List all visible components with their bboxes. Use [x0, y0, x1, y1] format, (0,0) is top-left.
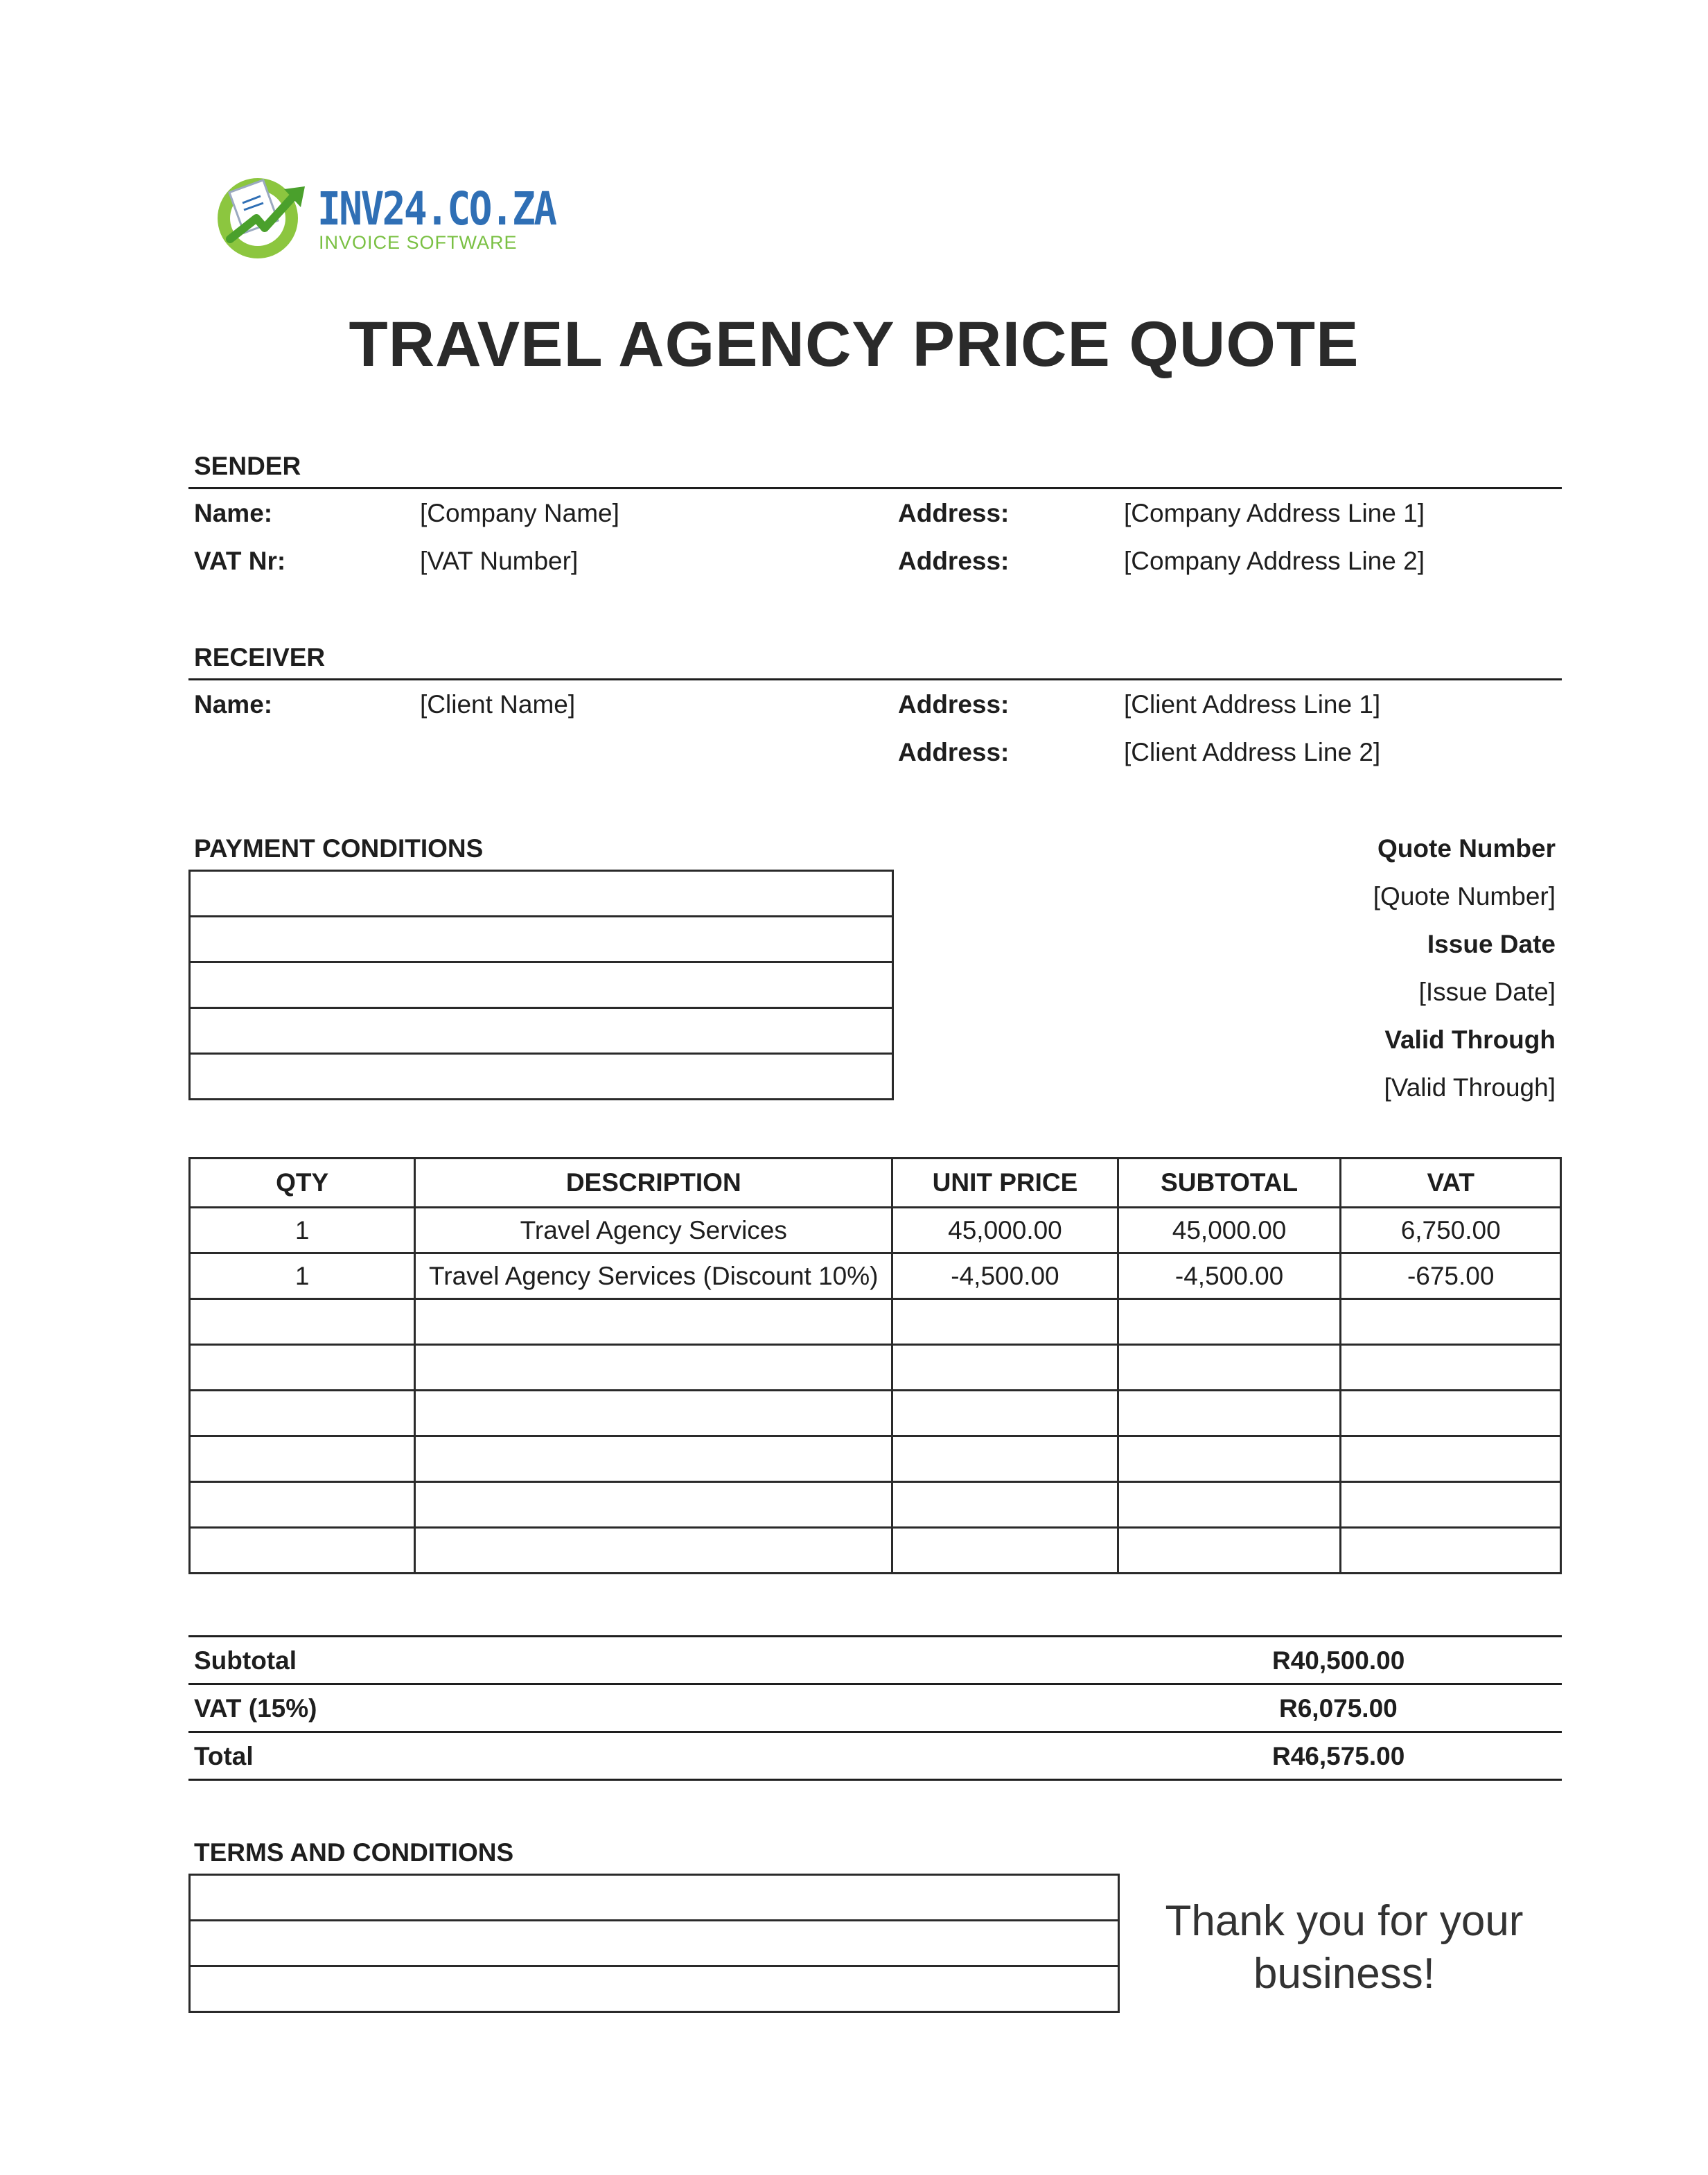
- header-description: DESCRIPTION: [415, 1159, 892, 1208]
- table-header-row: [190, 1159, 1561, 1208]
- cell-vat[interactable]: -675.00: [1341, 1253, 1561, 1299]
- table-row: [190, 1253, 1561, 1299]
- issue-date-label: Issue Date: [1427, 930, 1556, 958]
- table-row: [190, 1345, 1561, 1391]
- receiver-address2-value: [Client Address Line 2]: [1124, 738, 1381, 766]
- logo-tagline: INVOICE SOFTWARE: [319, 232, 518, 253]
- cell-vat[interactable]: [1341, 1482, 1561, 1528]
- totals-top-divider: [188, 1635, 1562, 1637]
- subtotal-label: Subtotal: [194, 1646, 297, 1675]
- logo-name: INV24.CO.ZA: [317, 182, 556, 236]
- cell-vat[interactable]: [1341, 1345, 1561, 1391]
- cell-description[interactable]: [415, 1345, 892, 1391]
- cell-unit-price[interactable]: [892, 1436, 1118, 1482]
- sender-vat-value: [VAT Number]: [420, 547, 579, 575]
- sender-vat-label: VAT Nr:: [194, 547, 286, 575]
- cell-subtotal[interactable]: [1118, 1345, 1341, 1391]
- cell-qty[interactable]: 1: [190, 1208, 415, 1253]
- cell-subtotal[interactable]: [1118, 1436, 1341, 1482]
- header-qty: QTY: [190, 1159, 415, 1208]
- header-vat: VAT: [1341, 1159, 1561, 1208]
- terms-conditions-table: [188, 1874, 1120, 2013]
- cell-unit-price[interactable]: [892, 1345, 1118, 1391]
- receiver-divider: [188, 678, 1562, 680]
- table-row: [190, 1482, 1561, 1528]
- vat-value: R6,075.00: [1279, 1694, 1398, 1723]
- cell-vat[interactable]: [1341, 1391, 1561, 1436]
- growth-arrow-icon: [215, 170, 312, 260]
- cell-description[interactable]: Travel Agency Services: [415, 1208, 892, 1253]
- payment-heading: PAYMENT CONDITIONS: [194, 834, 484, 863]
- sender-address1-value: [Company Address Line 1]: [1124, 499, 1425, 527]
- table-row: [190, 1436, 1561, 1482]
- table-row: [190, 1391, 1561, 1436]
- sender-name-label: Name:: [194, 499, 273, 527]
- cell-subtotal[interactable]: -4,500.00: [1118, 1253, 1341, 1299]
- totals-divider: [188, 1731, 1562, 1733]
- cell-unit-price[interactable]: 45,000.00: [892, 1208, 1118, 1253]
- quote-number-label: Quote Number: [1377, 834, 1556, 863]
- cell-qty[interactable]: [190, 1391, 415, 1436]
- receiver-address1-label: Address:: [898, 690, 1010, 719]
- cell-subtotal[interactable]: 45,000.00: [1118, 1208, 1341, 1253]
- sender-address2-label: Address:: [898, 547, 1010, 575]
- cell-qty[interactable]: [190, 1345, 415, 1391]
- total-label: Total: [194, 1742, 254, 1770]
- cell-subtotal[interactable]: [1118, 1391, 1341, 1436]
- cell-unit-price[interactable]: [892, 1528, 1118, 1574]
- payment-row[interactable]: [190, 917, 893, 962]
- sender-divider: [188, 487, 1562, 489]
- header-unit-price: UNIT PRICE: [892, 1159, 1118, 1208]
- sender-name-value: [Company Name]: [420, 499, 619, 527]
- payment-row[interactable]: [190, 871, 893, 917]
- cell-subtotal[interactable]: [1118, 1528, 1341, 1574]
- issue-date-value: [Issue Date]: [1418, 978, 1556, 1006]
- payment-conditions-table: [188, 870, 894, 1100]
- vat-label: VAT (15%): [194, 1694, 317, 1723]
- sender-heading: SENDER: [194, 452, 301, 480]
- cell-qty[interactable]: [190, 1528, 415, 1574]
- cell-unit-price[interactable]: [892, 1299, 1118, 1345]
- terms-row[interactable]: [190, 1875, 1119, 1921]
- cell-qty[interactable]: 1: [190, 1253, 415, 1299]
- table-row: [190, 1208, 1561, 1253]
- payment-row[interactable]: [190, 962, 893, 1008]
- cell-subtotal[interactable]: [1118, 1482, 1341, 1528]
- table-row: [190, 1299, 1561, 1345]
- payment-row[interactable]: [190, 1054, 893, 1100]
- payment-row[interactable]: [190, 1008, 893, 1054]
- cell-qty[interactable]: [190, 1482, 415, 1528]
- company-logo: [215, 170, 556, 260]
- cell-vat[interactable]: 6,750.00: [1341, 1208, 1561, 1253]
- header-subtotal: SUBTOTAL: [1118, 1159, 1341, 1208]
- receiver-name-value: [Client Name]: [420, 690, 576, 719]
- table-row: [190, 1528, 1561, 1574]
- cell-unit-price[interactable]: [892, 1482, 1118, 1528]
- sender-address2-value: [Company Address Line 2]: [1124, 547, 1425, 575]
- cell-qty[interactable]: [190, 1436, 415, 1482]
- terms-row[interactable]: [190, 1921, 1119, 1966]
- receiver-address2-label: Address:: [898, 738, 1010, 766]
- total-value: R46,575.00: [1272, 1742, 1405, 1770]
- cell-qty[interactable]: [190, 1299, 415, 1345]
- cell-vat[interactable]: [1341, 1436, 1561, 1482]
- sender-address1-label: Address:: [898, 499, 1010, 527]
- line-items-table: [188, 1157, 1562, 1574]
- cell-unit-price[interactable]: -4,500.00: [892, 1253, 1118, 1299]
- terms-heading: TERMS AND CONDITIONS: [194, 1838, 514, 1867]
- receiver-name-label: Name:: [194, 690, 273, 719]
- valid-through-value: [Valid Through]: [1384, 1073, 1556, 1102]
- receiver-address1-value: [Client Address Line 1]: [1124, 690, 1381, 719]
- cell-description[interactable]: [415, 1528, 892, 1574]
- quote-number-value: [Quote Number]: [1373, 882, 1556, 910]
- cell-unit-price[interactable]: [892, 1391, 1118, 1436]
- cell-vat[interactable]: [1341, 1528, 1561, 1574]
- cell-subtotal[interactable]: [1118, 1299, 1341, 1345]
- cell-description[interactable]: [415, 1482, 892, 1528]
- subtotal-value: R40,500.00: [1272, 1646, 1405, 1675]
- totals-bottom-divider: [188, 1779, 1562, 1781]
- document-title: TRAVEL AGENCY PRICE QUOTE: [349, 309, 1359, 380]
- receiver-heading: RECEIVER: [194, 643, 326, 671]
- cell-description[interactable]: [415, 1391, 892, 1436]
- totals-divider: [188, 1683, 1562, 1685]
- cell-description[interactable]: [415, 1299, 892, 1345]
- thank-you-message: Thank you for your business!: [1165, 1897, 1524, 1998]
- cell-description[interactable]: Travel Agency Services (Discount 10%): [415, 1253, 892, 1299]
- valid-through-label: Valid Through: [1384, 1025, 1556, 1054]
- cell-description[interactable]: [415, 1436, 892, 1482]
- cell-vat[interactable]: [1341, 1299, 1561, 1345]
- terms-row[interactable]: [190, 1966, 1119, 2012]
